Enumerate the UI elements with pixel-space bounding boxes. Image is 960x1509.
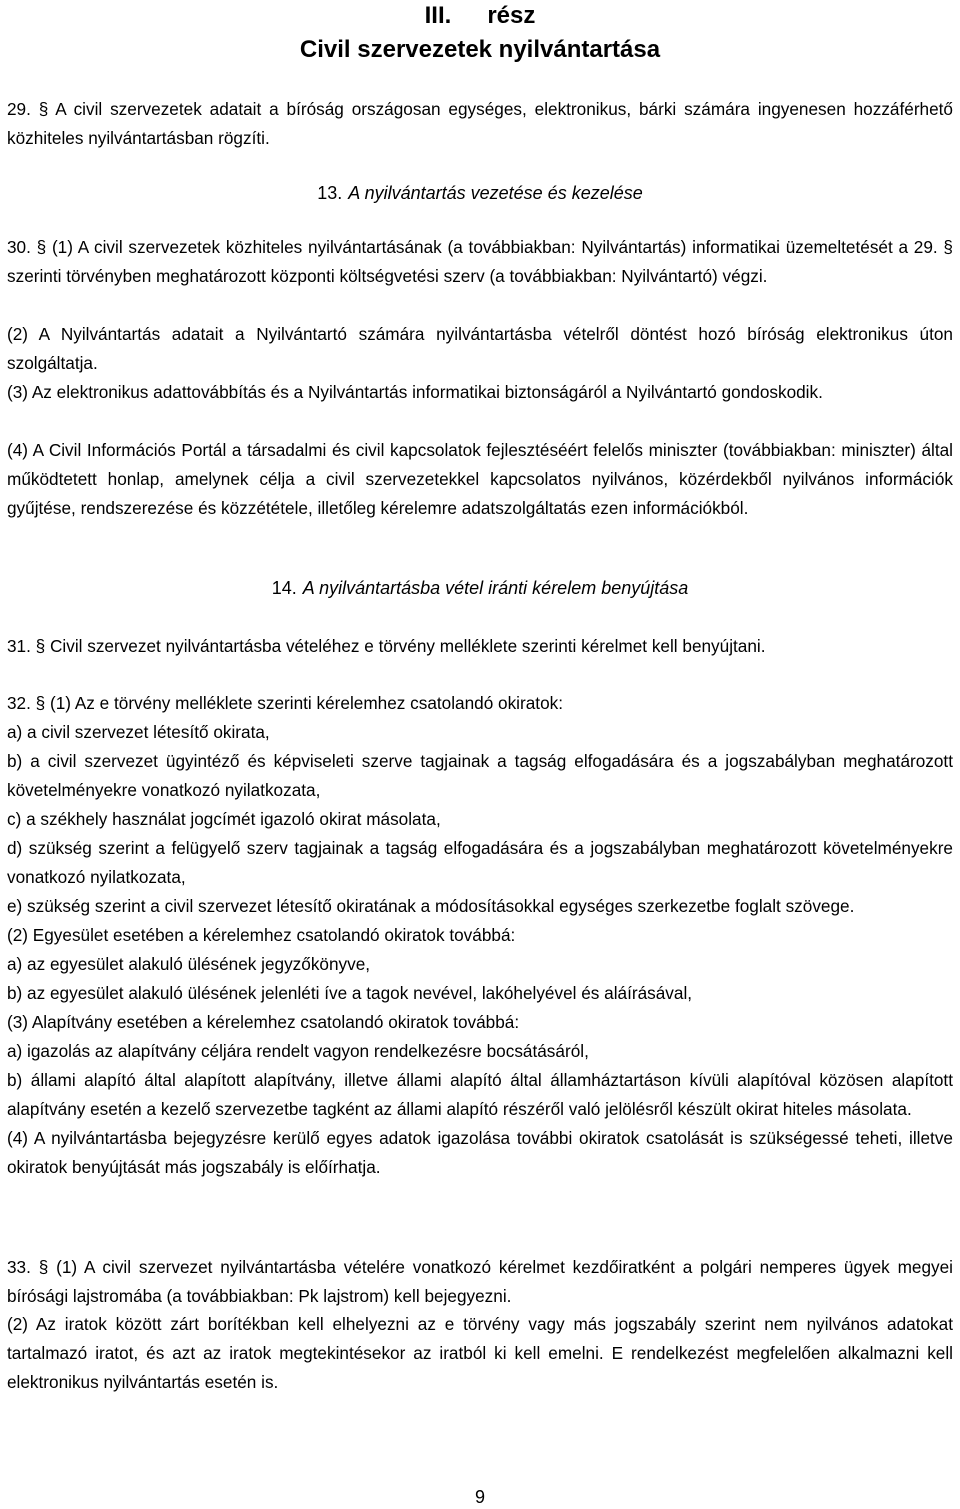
- section-32-line: b) állami alapító által alapított alapítvány, illetve állami alapító által államháztartáson kívüli alapítóval közösen alapított alapítvány esetén a kezelő szervezetbe tagként az állami alapító részéről való jelölésről készült okirat hiteles másolata.: [7, 1070, 953, 1119]
- section-32-line: a) a civil szervezet létesítő okirata,: [7, 722, 270, 742]
- section-32-line: b) a civil szervezet ügyintéző és képviseleti szerve tagjainak a tagság elfogadására és a jogszabályban meghatározott követelményekre vonatkozó nyilatkozata,: [7, 751, 953, 800]
- section-32: [7, 689, 953, 1182]
- section-32-line: a) az egyesület alakuló ülésének jegyzőkönyve,: [7, 954, 371, 974]
- section-30-2: (2) A Nyilvántartás adatait a Nyilvántartó számára nyilvántartásba vételről döntést hozó bíróság elektronikus úton szolgáltatja.: [7, 324, 953, 373]
- subheading-14: [0, 576, 960, 600]
- subheading-number: 14.: [271, 578, 297, 598]
- section-32-line: e) szükség szerint a civil szervezet létesítő okiratának a módosításokkal egységes szerkezetbe foglalt szövege.: [7, 896, 855, 916]
- part-number: III.: [424, 2, 452, 29]
- section-32-line: b) az egyesület alakuló ülésének jelenléti íve a tagok nevével, lakóhelyével és aláírásával,: [7, 983, 693, 1003]
- section-33-1: 33. § (1) A civil szervezet nyilvántartásba vételére vonatkozó kérelmet kezdőiratként a polgári nemperes ügyek megyei bírósági lajstromába (a továbbiakban: Pk lajstrom) kell bejegyezni.: [7, 1257, 953, 1306]
- subheading-title: A nyilvántartás vezetése és kezelése: [348, 183, 643, 203]
- subheading-title: A nyilvántartásba vétel iránti kérelem benyújtása: [302, 578, 689, 598]
- section-33-2: (2) Az iratok között zárt borítékban kell elhelyezni az e törvény vagy más jogszabály szerint nem nyilvános adatokat tartalmazó iratot, és azt az iratok megtekintésekor az iratból ki kell emelni. E rendelkezést megfelelően alkalmazni kell elektronikus nyilvántartás esetén is.: [7, 1314, 953, 1392]
- section-30-3: (3) Az elektronikus adattovábbítás és a Nyilvántartás informatikai biztonságáról a Nyilvántartó gondoskodik.: [7, 382, 823, 402]
- section-32-line: (2) Egyesület esetében a kérelemhez csatolandó okiratok továbbá:: [7, 925, 516, 945]
- section-31: 31. § Civil szervezet nyilvántartásba vételéhez e törvény melléklete szerinti kérelmet kell benyújtani.: [7, 636, 766, 656]
- section-32-line: d) szükség szerint a felügyelő szerv tagjainak a tagság elfogadására és a jogszabályban meghatározott követelményekre vonatkozó nyilatkozata,: [7, 838, 953, 887]
- section-32-line: (3) Alapítvány esetében a kérelemhez csatolandó okiratok továbbá:: [7, 1012, 520, 1032]
- section-29: 29. § A civil szervezetek adatait a bíróság országosan egységes, elektronikus, bárki számára ingyenesen hozzáférhető közhiteles nyilvántartásban rögzíti.: [7, 99, 953, 148]
- part-label: rész: [487, 2, 536, 29]
- section-32-line: 32. § (1) Az e törvény melléklete szerinti kérelemhez csatolandó okiratok:: [7, 693, 563, 713]
- part-title: Civil szervezetek nyilvántartása: [299, 36, 661, 63]
- section-30-1: 30. § (1) A civil szervezetek közhiteles nyilvántartásának (a továbbiakban: Nyilvántartás) informatikai üzemeltetését a 29. § szerinti törvényben meghatározott központi költségvetési szerv (a továbbiakban: Nyilvántartó) végzi.: [7, 237, 953, 286]
- section-32-line: a) igazolás az alapítvány céljára rendelt vagyon rendelkezésre bocsátásáról,: [7, 1041, 589, 1061]
- page-number: 9: [474, 1487, 485, 1507]
- section-32-line: (4) A nyilvántartásba bejegyzésre kerülő egyes adatok igazolása további okiratok csatolását is szükségessé teheti, illetve okiratok benyújtását más jogszabály is előírhatja.: [7, 1128, 953, 1177]
- subheading-13: [0, 181, 960, 205]
- part-heading: [0, 1, 960, 31]
- subheading-number: 13.: [317, 183, 343, 203]
- section-32-line: c) a székhely használat jogcímét igazoló okirat másolata,: [7, 809, 441, 829]
- section-30-4: (4) A Civil Információs Portál a társadalmi és civil kapcsolatok fejlesztéséért felelős miniszter (továbbiakban: miniszter) által működtetett honlap, amelynek célja a civil szervezetekkel kapcsolatos nyilvános, közérdekből nyilvános információk gyűjtése, rendszerezése és közzététele, illetőleg kérelemre adatszolgáltatás ezen információkból.: [7, 440, 953, 518]
